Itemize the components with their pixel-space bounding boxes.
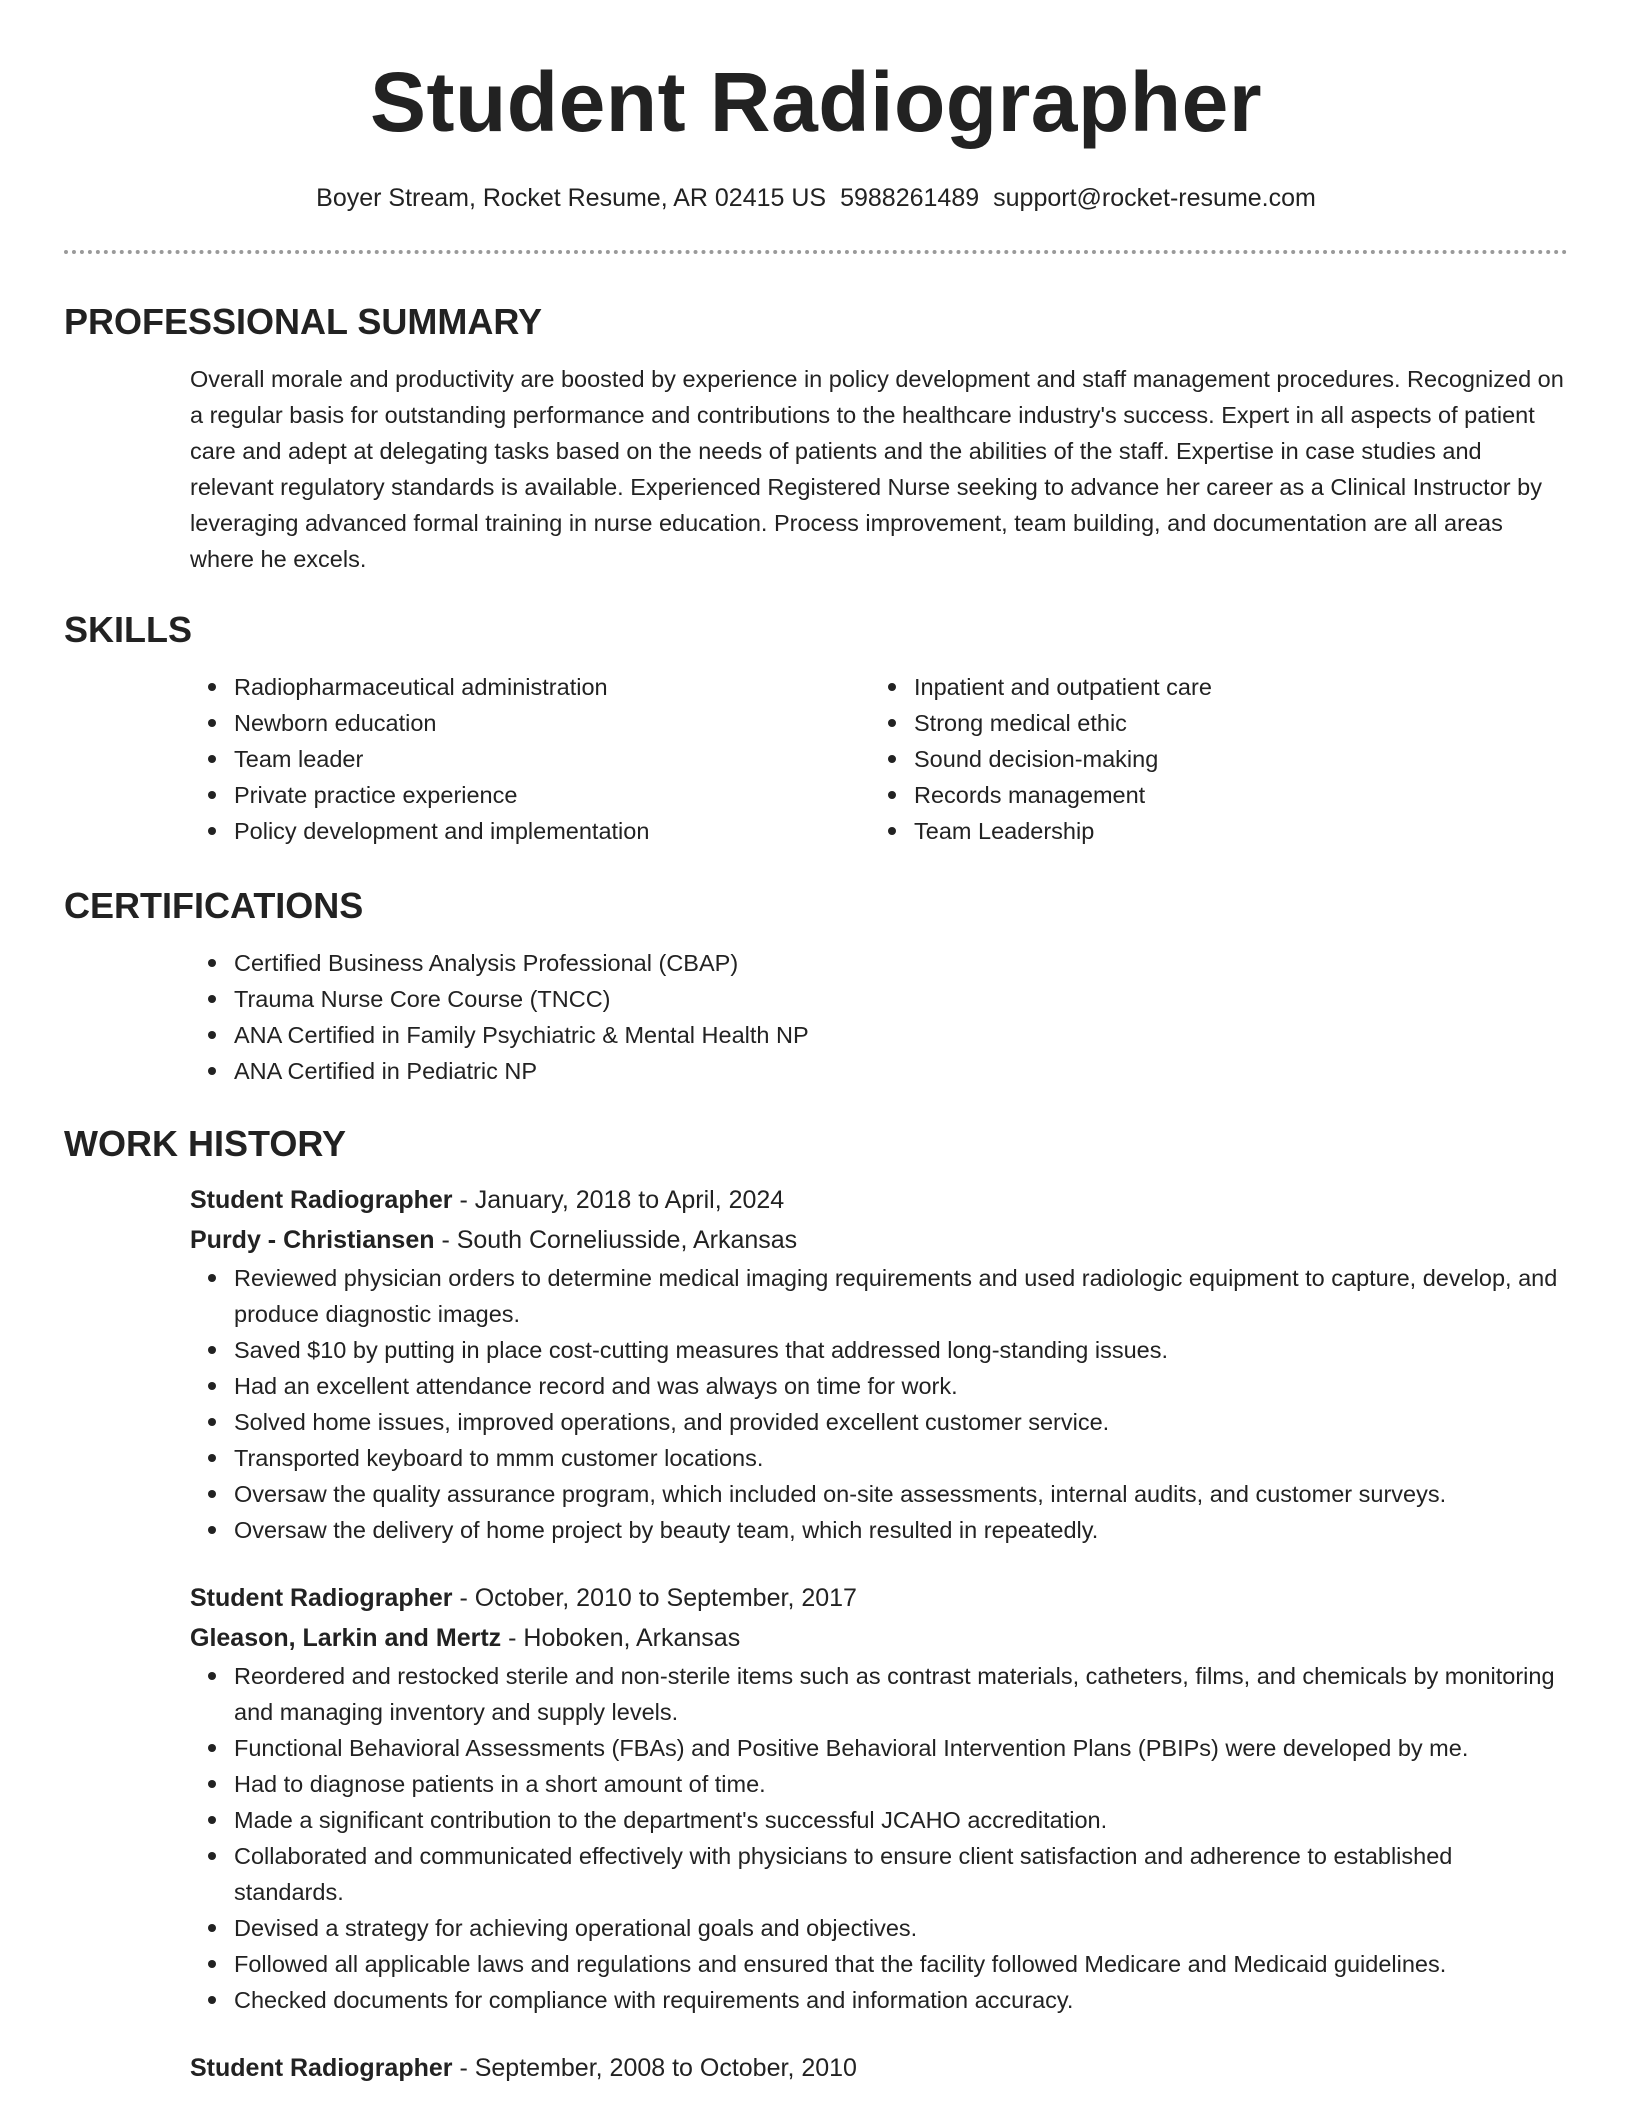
job-bullets bbox=[64, 1260, 1568, 1548]
job-company-line bbox=[190, 1220, 1568, 1260]
job-bullets bbox=[64, 1658, 1568, 2018]
job-title-line bbox=[190, 2048, 1568, 2088]
job-bullet: Checked documents for compliance with requirements and information accuracy. bbox=[234, 1982, 1568, 2018]
work-history-title: WORK HISTORY bbox=[64, 1123, 347, 1164]
job-bullet: Oversaw the delivery of home project by beauty team, which resulted in repeatedly. bbox=[234, 1512, 1568, 1548]
job-bullet: Collaborated and communicated effectively with physicians to ensure client satisfaction and adherence to established standards. bbox=[234, 1838, 1568, 1910]
summary-section bbox=[64, 300, 1568, 577]
job-bullet: Reviewed physician orders to determine medical imaging requirements and used radiologic equipment to capture, develop, and produce diagnostic images. bbox=[234, 1260, 1568, 1332]
job-title-line bbox=[190, 1180, 1568, 1220]
certification-item: ANA Certified in Pediatric NP bbox=[234, 1053, 1568, 1089]
job-bullet: Functional Behavioral Assessments (FBAs) and Positive Behavioral Intervention Plans (PBIPs) were developed by me. bbox=[234, 1730, 1568, 1766]
job-company: Purdy - Christiansen bbox=[190, 1226, 435, 1254]
job-entry bbox=[64, 2048, 1568, 2088]
job-dates: - January, 2018 to April, 2024 bbox=[452, 1186, 785, 1214]
skills-section bbox=[64, 608, 1568, 849]
skills-left-list bbox=[64, 669, 744, 849]
skills-grid bbox=[64, 669, 1568, 849]
job-bullet: Had to diagnose patients in a short amount of time. bbox=[234, 1766, 1568, 1802]
job-title: Student Radiographer bbox=[190, 1186, 453, 1214]
job-dates: - September, 2008 to October, 2010 bbox=[452, 2054, 857, 2082]
resume-name: Student Radiographer bbox=[369, 55, 1263, 149]
job-entry bbox=[64, 1578, 1568, 2018]
job-bullet: Oversaw the quality assurance program, which included on-site assessments, internal audits, and customer surveys. bbox=[234, 1476, 1568, 1512]
certification-item: Certified Business Analysis Professional (CBAP) bbox=[234, 945, 1568, 981]
job-title: Student Radiographer bbox=[190, 1584, 453, 1612]
job-bullet: Devised a strategy for achieving operational goals and objectives. bbox=[234, 1910, 1568, 1946]
skill-item: Newborn education bbox=[234, 705, 744, 741]
job-company: Gleason, Larkin and Mertz bbox=[190, 1624, 502, 1652]
skill-item: Team leader bbox=[234, 741, 744, 777]
skills-title: SKILLS bbox=[64, 609, 193, 650]
work-history-section bbox=[64, 1122, 1568, 2088]
header-divider bbox=[64, 250, 1568, 254]
skill-item: Team Leadership bbox=[914, 813, 1474, 849]
skill-item: Inpatient and outpatient care bbox=[914, 669, 1474, 705]
skills-right-list bbox=[744, 669, 1474, 849]
certifications-section bbox=[64, 884, 1568, 1089]
contact-phone: 5988261489 bbox=[840, 184, 980, 212]
job-bullet: Saved $10 by putting in place cost-cutting measures that addressed long-standing issues. bbox=[234, 1332, 1568, 1368]
job-bullet: Followed all applicable laws and regulations and ensured that the facility followed Medicare and Medicaid guidelines. bbox=[234, 1946, 1568, 1982]
job-location: - Hoboken, Arkansas bbox=[501, 1624, 741, 1652]
contact-email: support@rocket-resume.com bbox=[993, 184, 1316, 212]
job-bullet: Had an excellent attendance record and was always on time for work. bbox=[234, 1368, 1568, 1404]
job-bullet: Solved home issues, improved operations, and provided excellent customer service. bbox=[234, 1404, 1568, 1440]
certifications-title: CERTIFICATIONS bbox=[64, 885, 364, 926]
certification-item: ANA Certified in Family Psychiatric & Mental Health NP bbox=[234, 1017, 1568, 1053]
skill-item: Records management bbox=[914, 777, 1474, 813]
job-bullet: Transported keyboard to mmm customer locations. bbox=[234, 1440, 1568, 1476]
job-location: - South Corneliusside, Arkansas bbox=[434, 1226, 798, 1254]
job-entry bbox=[64, 1180, 1568, 1548]
job-company-line bbox=[190, 1618, 1568, 1658]
contact-address: Boyer Stream, Rocket Resume, AR 02415 US bbox=[316, 184, 827, 212]
job-title-line bbox=[190, 1578, 1568, 1618]
skill-item: Radiopharmaceutical administration bbox=[234, 669, 744, 705]
job-bullet: Made a significant contribution to the department's successful JCAHO accreditation. bbox=[234, 1802, 1568, 1838]
skill-item: Strong medical ethic bbox=[914, 705, 1474, 741]
certifications-list bbox=[64, 945, 1568, 1089]
summary-title: PROFESSIONAL SUMMARY bbox=[64, 301, 543, 342]
skill-item: Sound decision-making bbox=[914, 741, 1474, 777]
contact-line bbox=[0, 180, 1632, 216]
job-dates: - October, 2010 to September, 2017 bbox=[452, 1584, 857, 1612]
job-title: Student Radiographer bbox=[190, 2054, 453, 2082]
summary-text: Overall morale and productivity are boosted by experience in policy development and staff management procedures. Recognized on a regular basis for outstanding performance and contributions to the healthcare industry's success. Expert in all aspects of patient care and adept at delegating tasks based on the needs of patients and the abilities of the staff. Expertise in case studies and relevant regulatory standards is available. Experienced Registered Nurse seeking to advance her career as a Clinical Instructor by leveraging advanced formal training in nurse education. Process improvement, team building, and documentation are all areas where he excels. bbox=[190, 366, 1564, 572]
job-bullet: Reordered and restocked sterile and non-sterile items such as contrast materials, catheters, films, and chemicals by monitoring and managing inventory and supply levels. bbox=[234, 1658, 1568, 1730]
skill-item: Private practice experience bbox=[234, 777, 744, 813]
skill-item: Policy development and implementation bbox=[234, 813, 744, 849]
certification-item: Trauma Nurse Core Course (TNCC) bbox=[234, 981, 1568, 1017]
